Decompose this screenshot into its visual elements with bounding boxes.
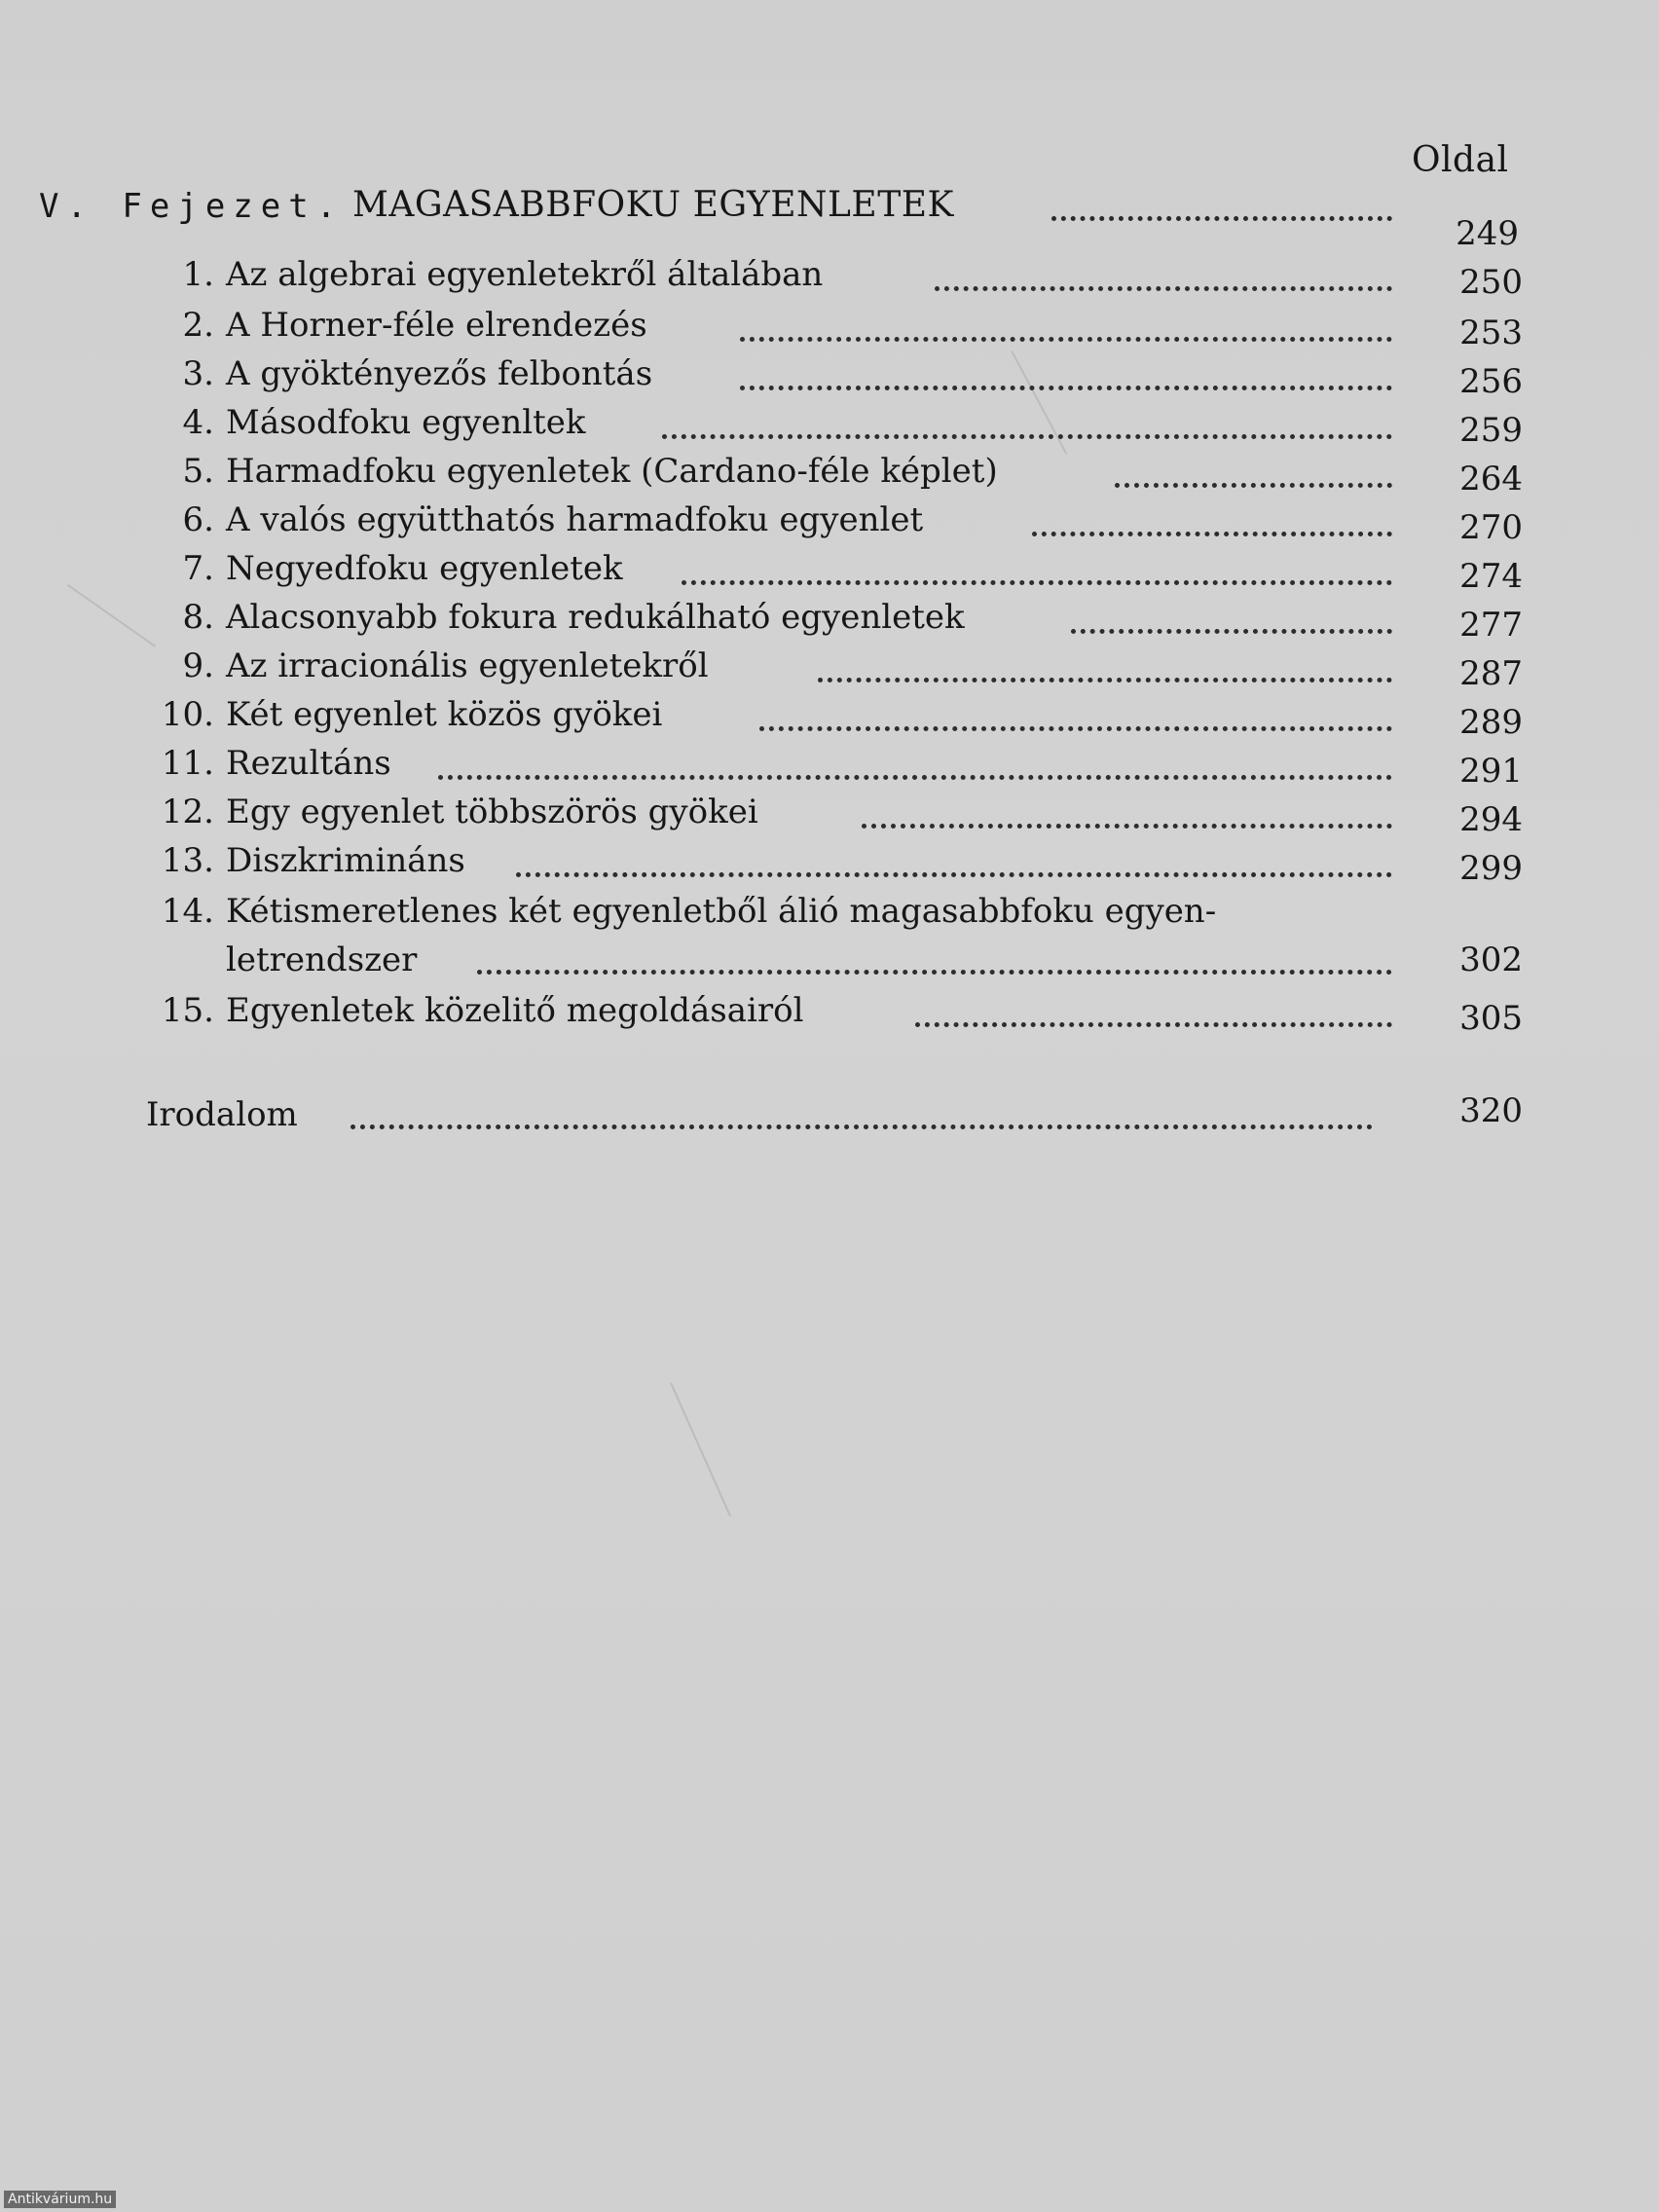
entry-page-number: 259 xyxy=(1459,411,1523,450)
entry-title: Két egyenlet közös gyökei xyxy=(226,695,663,734)
toc-entry xyxy=(136,452,1523,500)
entry-number: 13. xyxy=(161,841,214,880)
entry-number: 2. xyxy=(182,306,214,345)
toc-entry xyxy=(136,500,1523,549)
entry-number: 3. xyxy=(182,354,214,393)
chapter-prefix: V. Fejezet. xyxy=(39,187,345,226)
bibliography-title: Irodalom xyxy=(146,1095,298,1134)
bibliography-page-number: 320 xyxy=(1459,1091,1523,1130)
entry-page-number: 270 xyxy=(1459,508,1523,547)
dot-leader xyxy=(350,1121,1373,1129)
chapter-heading xyxy=(39,185,1519,253)
toc-entry xyxy=(136,744,1523,793)
dot-leader xyxy=(759,722,1392,731)
entry-number: 4. xyxy=(182,403,214,442)
entry-page-number: 291 xyxy=(1459,752,1523,791)
site-watermark: Antikvárium.hu xyxy=(4,2191,116,2208)
entry-title: Másodfoku egyenltek xyxy=(226,403,586,442)
entry-number: 9. xyxy=(182,646,214,685)
toc-entry xyxy=(136,598,1523,646)
toc-entry-wrapped xyxy=(136,892,1523,999)
entry-page-number: 256 xyxy=(1459,362,1523,401)
entry-title: Egy egyenlet többszörös gyökei xyxy=(226,793,758,831)
entry-title: Negyedfoku egyenletek xyxy=(226,549,623,588)
dot-leader xyxy=(740,333,1392,342)
dot-leader xyxy=(662,430,1392,439)
entry-number: 7. xyxy=(182,549,214,588)
dot-leader xyxy=(1032,528,1392,536)
entry-page-number: 253 xyxy=(1459,313,1523,352)
entry-number: 6. xyxy=(182,500,214,539)
toc-entry xyxy=(136,549,1523,598)
toc-entry xyxy=(136,306,1523,354)
dot-leader xyxy=(740,382,1392,390)
dot-leader xyxy=(1071,625,1392,634)
dot-leader xyxy=(1051,195,1392,221)
paper-scratch xyxy=(670,1382,731,1517)
dot-leader xyxy=(915,1018,1392,1027)
toc-entry xyxy=(136,403,1523,452)
toc-entry xyxy=(136,255,1523,304)
dot-leader xyxy=(516,868,1392,877)
chapter-title: MAGASABBFOKU EGYENLETEK xyxy=(352,185,954,225)
entry-title: Egyenletek közelitő megoldásairól xyxy=(226,991,804,1030)
entry-title: Az irracionális egyenletekről xyxy=(226,646,709,685)
entry-number: 8. xyxy=(182,598,214,637)
dot-leader xyxy=(477,966,1392,975)
entry-title: Az algebrai egyenletekről általában xyxy=(226,255,824,294)
entry-page-number: 289 xyxy=(1459,703,1523,742)
entry-title: Rezultáns xyxy=(226,744,391,783)
entry-page-number: 299 xyxy=(1459,849,1523,888)
bibliography-entry xyxy=(146,1091,1523,1144)
dot-leader xyxy=(818,674,1392,682)
dot-leader xyxy=(1115,479,1392,488)
entry-number: 11. xyxy=(161,744,214,783)
toc-entry xyxy=(136,354,1523,403)
entry-number: 1. xyxy=(182,255,214,294)
entry-title: A Horner-féle elrendezés xyxy=(226,306,647,345)
entry-page-number: 287 xyxy=(1459,654,1523,693)
entry-number: 10. xyxy=(161,695,214,734)
toc-entry xyxy=(136,991,1523,1040)
entry-page-number: 302 xyxy=(1459,940,1523,979)
toc-entry xyxy=(136,841,1523,890)
entry-title: Diszkrimináns xyxy=(226,841,465,880)
entry-title-line-2: letrendszer xyxy=(226,940,418,979)
entry-number: 12. xyxy=(161,793,214,831)
entry-page-number: 294 xyxy=(1459,800,1523,839)
entry-title: Harmadfoku egyenletek (Cardano-féle képlet) xyxy=(226,452,998,491)
entry-number: 14. xyxy=(161,892,214,931)
entry-page-number: 277 xyxy=(1459,606,1523,645)
dot-leader xyxy=(682,576,1392,585)
chapter-page-number: 249 xyxy=(1456,214,1519,253)
entry-title-line-1: Kétismeretlenes két egyenletből álió magasabbfoku egyen- xyxy=(226,892,1217,931)
dot-leader xyxy=(935,282,1392,291)
entry-title: A valós együtthatós harmadfoku egyenlet xyxy=(226,500,924,539)
entry-page-number: 274 xyxy=(1459,557,1523,596)
entry-page-number: 250 xyxy=(1459,263,1523,302)
dot-leader xyxy=(438,771,1392,780)
entry-number: 15. xyxy=(161,991,214,1030)
page-column-heading: Oldal xyxy=(1412,140,1509,180)
entry-page-number: 264 xyxy=(1459,460,1523,498)
toc-entry xyxy=(136,793,1523,841)
entry-title: Alacsonyabb fokura redukálható egyenletek xyxy=(226,598,965,637)
dot-leader xyxy=(862,820,1392,829)
toc-entry xyxy=(136,695,1523,744)
entry-title: A gyöktényezős felbontás xyxy=(226,354,653,393)
entry-page-number: 305 xyxy=(1459,999,1523,1038)
entry-number: 5. xyxy=(182,452,214,491)
toc-entry xyxy=(136,646,1523,695)
